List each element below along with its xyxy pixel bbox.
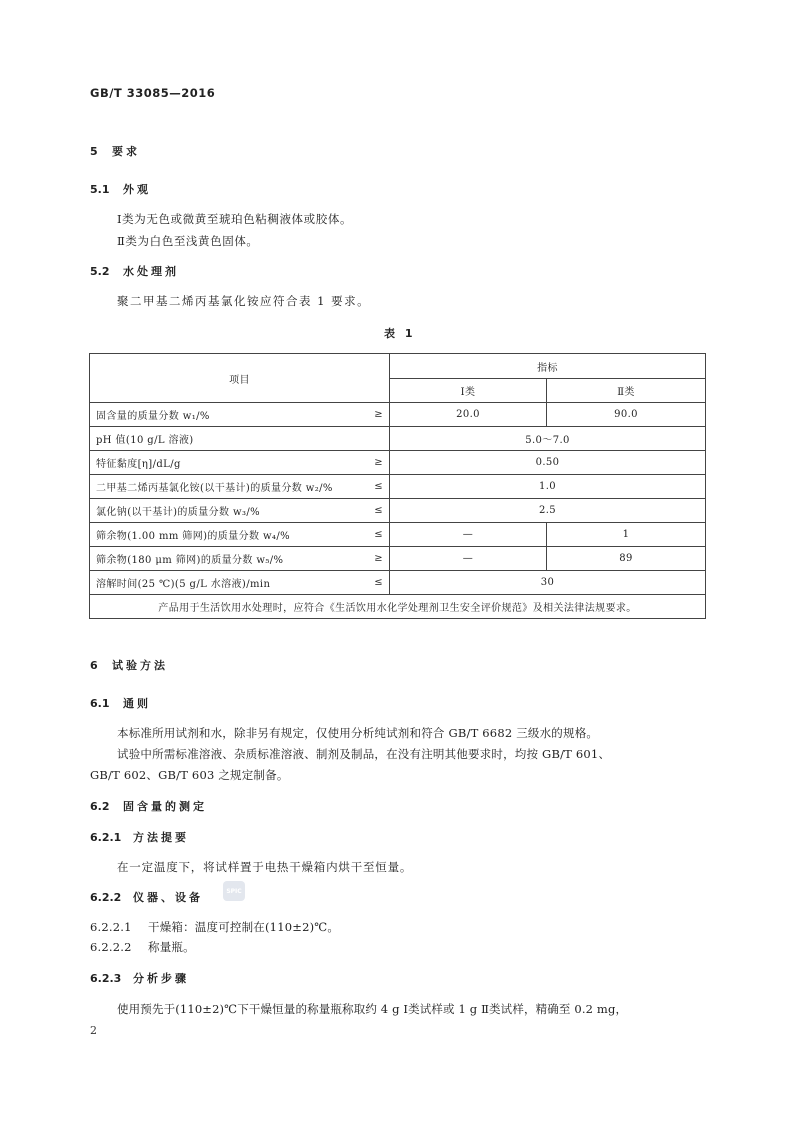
item-6-2-2-2: [90, 939, 195, 955]
section-5-2-heading: [90, 263, 179, 279]
table-row: [90, 547, 706, 571]
row-item: 溶解时间(25 ℃)(5 g/L 水溶液)/min: [96, 579, 271, 590]
item-number: 6.2.2.2: [90, 940, 132, 954]
row-operator: ≥: [374, 409, 383, 420]
row-item: 二甲基二烯丙基氯化铵(以干基计)的质量分数 w₂/%: [96, 483, 333, 494]
row-item: 特征黏度[η]/dL/g: [96, 459, 181, 470]
table-row: [90, 427, 706, 451]
row-item-cell: [90, 523, 390, 547]
header-class-1: Ⅰ类: [390, 379, 547, 403]
table-row: [90, 499, 706, 523]
row-merged-value: 1.0: [390, 475, 706, 499]
section-6-2-1-heading: [90, 829, 189, 845]
row-item: 筛余物(1.00 mm 筛网)的质量分数 w₄/%: [96, 531, 291, 542]
row-item-cell: [90, 499, 390, 523]
row-class-2-value: 90.0: [547, 403, 706, 427]
row-item-cell: [90, 403, 390, 427]
section-title: 分析步骤: [133, 972, 189, 985]
section-title: 试验方法: [112, 659, 168, 672]
section-6-2-2-heading: [90, 889, 203, 905]
row-item: 筛余物(180 μm 筛网)的质量分数 w₅/%: [96, 555, 284, 566]
header-item: 项目: [90, 354, 390, 403]
section-number: 6: [90, 659, 98, 672]
row-class-1-value: 20.0: [390, 403, 547, 427]
table-footnote-row: [90, 595, 706, 619]
row-item-cell: [90, 475, 390, 499]
section-number: 6.2.3: [90, 972, 122, 985]
table-row: [90, 523, 706, 547]
watermark-stamp-icon: SPIC: [223, 881, 245, 901]
section-title: 通则: [123, 697, 151, 710]
section-6-heading: [90, 657, 168, 673]
section-number: 6.2.2: [90, 891, 122, 904]
section-6-2-heading: [90, 798, 207, 814]
specification-table: [89, 353, 706, 619]
section-title: 仪器、设备: [133, 891, 203, 904]
page-number: 2: [90, 1024, 97, 1037]
section-title: 要求: [112, 145, 140, 158]
paragraph-standard-solutions-cont: GB/T 602、GB/T 603 之规定制备。: [90, 768, 289, 782]
header-index: 指标: [390, 354, 706, 379]
row-item: 固含量的质量分数 w₁/%: [96, 411, 210, 422]
row-merged-value: 2.5: [390, 499, 706, 523]
row-item-cell: [90, 427, 390, 451]
row-operator: ≥: [374, 457, 383, 468]
section-number: 6.2.1: [90, 831, 122, 844]
row-operator: ≤: [374, 481, 383, 492]
section-title: 水处理剂: [123, 265, 179, 278]
item-number: 6.2.2.1: [90, 920, 132, 934]
section-title: 方法提要: [133, 831, 189, 844]
header-class-2: Ⅱ类: [547, 379, 706, 403]
paragraph-method-summary: 在一定温度下，将试样置于电热干燥箱内烘干至恒量。: [117, 860, 413, 874]
table-caption: 表 1: [384, 327, 416, 340]
row-operator: ≤: [374, 529, 383, 540]
paragraph-analysis-step: 使用预先于(110±2)℃下干燥恒量的称量瓶称取约 4 g Ⅰ类试样或 1 g Ⅱ类试样，精确至 0.2 mg，: [117, 1002, 628, 1016]
standard-number: GB/T 33085—2016: [90, 86, 216, 100]
section-6-1-heading: [90, 695, 151, 711]
section-number: 5.1: [90, 183, 110, 196]
row-class-2-value: 1: [547, 523, 706, 547]
section-title: 外观: [123, 183, 151, 196]
item-6-2-2-1: [90, 919, 339, 935]
section-title: 固含量的测定: [123, 800, 207, 813]
row-operator: ≤: [374, 505, 383, 516]
row-item-cell: [90, 571, 390, 595]
item-text: 干燥箱：温度可控制在(110±2)℃。: [148, 920, 340, 934]
table-header-row: [90, 354, 706, 379]
paragraph-class-1-appearance: Ⅰ类为无色或微黄至琥珀色粘稠液体或胶体。: [117, 212, 353, 226]
paragraph-class-2-appearance: Ⅱ类为白色至浅黄色固体。: [117, 234, 259, 248]
item-text: 称量瓶。: [148, 940, 195, 954]
row-operator: ≤: [374, 577, 383, 588]
paragraph-general-reagents: 本标准所用试剂和水，除非另有规定，仅使用分析纯试剂和符合 GB/T 6682 三级水的规格。: [117, 726, 599, 740]
row-class-2-value: 89: [547, 547, 706, 571]
section-5-1-heading: [90, 181, 151, 197]
row-operator: ≥: [374, 553, 383, 564]
section-number: 6.2: [90, 800, 110, 813]
row-item-cell: [90, 451, 390, 475]
row-merged-value: 30: [390, 571, 706, 595]
section-number: 5.2: [90, 265, 110, 278]
section-number: 5: [90, 145, 98, 158]
section-5-heading: [90, 143, 140, 159]
table-row: [90, 475, 706, 499]
table-footnote: 产品用于生活饮用水处理时，应符合《生活饮用水化学处理剂卫生安全评价规范》及相关法律法规要求。: [90, 595, 706, 619]
row-item: 氯化钠(以干基计)的质量分数 w₃/%: [96, 507, 261, 518]
paragraph-standard-solutions: 试验中所需标准溶液、杂质标准溶液、制剂及制品，在没有注明其他要求时，均按 GB/T 601、: [117, 747, 611, 761]
section-6-2-3-heading: [90, 970, 189, 986]
table-row: [90, 451, 706, 475]
row-merged-value: 0.50: [390, 451, 706, 475]
row-item: pH 值(10 g/L 溶液): [96, 435, 194, 446]
table-row: [90, 403, 706, 427]
row-class-1-value: —: [390, 547, 547, 571]
row-merged-value: 5.0～7.0: [390, 427, 706, 451]
table-row: [90, 571, 706, 595]
row-item-cell: [90, 547, 390, 571]
section-number: 6.1: [90, 697, 110, 710]
paragraph-table-reference: 聚二甲基二烯丙基氯化铵应符合表 1 要求。: [117, 294, 371, 308]
row-class-1-value: —: [390, 523, 547, 547]
